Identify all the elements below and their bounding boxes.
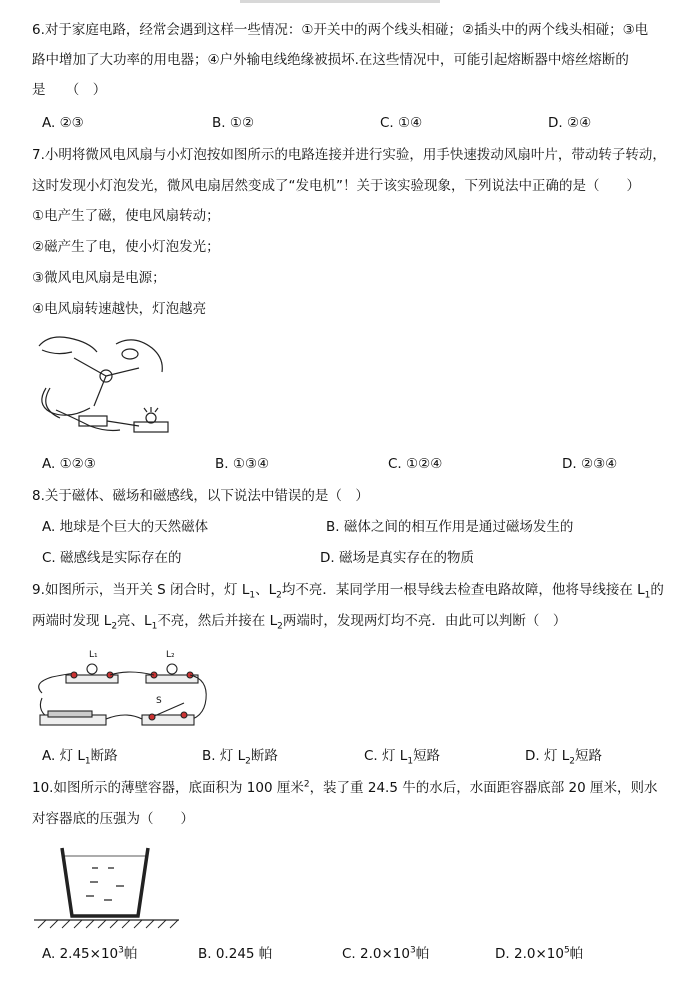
q8-option-b[interactable]: B. 磁体之间的相互作用是通过磁场发生的	[326, 519, 574, 535]
q9-option-d[interactable]	[525, 747, 602, 765]
q9-option-a-post: 断路	[90, 748, 118, 764]
q7-stem-line1: 7.小明将微风电风扇与小灯泡按如图所示的电路连接并进行实验，用手快速拨动风扇叶片，带动转子转动，	[32, 147, 666, 163]
q7-statement-2: ②磁产生了电，使小灯泡发光；	[32, 239, 220, 255]
q6-option-a[interactable]: A. ②③	[42, 115, 84, 131]
q6-option-b[interactable]: B. ①②	[212, 115, 255, 131]
q6-option-d[interactable]: D. ②④	[548, 115, 592, 131]
q7-fan-circuit-figure	[34, 328, 174, 446]
q9-option-b-sub: 2	[245, 756, 251, 767]
q7-statement-3: ③微风电风扇是电源；	[32, 270, 166, 286]
q6-stem-line1: 6.对于家庭电路，经常会遇到这样一些情况：①开关中的两个线头相碰；②插头中的两个线头相碰；③电	[32, 22, 649, 38]
q9-line2-part-c: 不亮，然后并接在 L	[157, 613, 278, 629]
q10-option-a-sup: 3	[118, 945, 124, 956]
q10-stem-line2: 对容器底的压强为（ ）	[32, 811, 194, 827]
q9-sub-2b: 2	[111, 621, 118, 632]
q9-line1-part-c: 均不亮．某同学用一根导线去检查电路故障，他将导线接在 L	[281, 582, 645, 598]
q9-line2-part-b: 亮、L	[117, 613, 152, 629]
q9-sub-2c: 2	[277, 621, 283, 632]
q9-option-a-sub: 1	[84, 756, 91, 767]
q9-line2-part-d: 两端时，发现两灯均不亮．由此可以判断（ ）	[282, 613, 567, 629]
q9-figure-label-l2: L₂	[166, 650, 175, 660]
q10-option-c-sup: 3	[409, 945, 416, 956]
q9-option-d-sub: 2	[569, 756, 576, 767]
q9-line1-part-d: 的	[650, 582, 664, 598]
q9-option-c-sub: 1	[407, 756, 414, 767]
q9-circuit-figure	[34, 643, 214, 733]
q7-stem-line2: 这时发现小灯泡发光，微风电扇居然变成了“发电机”！关于该实验现象，下列说法中正确的是（ ）	[32, 178, 640, 194]
q8-stem: 8.关于磁体、磁场和磁感线，以下说法中错误的是（ ）	[32, 488, 369, 504]
q9-option-c-post: 短路	[413, 748, 441, 764]
q10-option-d-sup: 5	[563, 945, 570, 956]
q7-option-a[interactable]: A. ①②③	[42, 456, 96, 472]
q9-option-b[interactable]	[202, 747, 278, 765]
q9-option-a[interactable]	[42, 747, 118, 765]
q7-option-d[interactable]: D. ②③④	[562, 456, 618, 472]
q10-option-d-post: 帕	[569, 946, 584, 962]
q8-option-d[interactable]: D. 磁场是真实存在的物质	[320, 550, 474, 566]
q7-option-b[interactable]: B. ①③④	[215, 456, 270, 472]
q9-line1-part-b: 、L	[255, 582, 277, 598]
q10-option-c[interactable]	[342, 945, 429, 963]
page-top-edge	[240, 0, 440, 3]
q10-line1-sup: 2	[303, 779, 310, 790]
q10-line1-part-b: ，装了重 24.5 牛的水后，水面距容器底部 20 厘米，则水	[309, 780, 658, 796]
q10-option-c-post: 帕	[415, 946, 430, 962]
q10-option-a[interactable]	[42, 945, 137, 963]
q9-option-d-post: 短路	[575, 748, 603, 764]
q10-option-b-pre: B. 0.245 帕	[198, 946, 273, 962]
q10-option-c-pre: C. 2.0×10	[342, 946, 410, 962]
q9-figure-label-s: S	[156, 696, 162, 706]
q9-sub-1c: 1	[151, 621, 158, 632]
q10-option-d-pre: D. 2.0×10	[495, 946, 564, 962]
q9-option-c-pre: C. 灯 L	[364, 748, 408, 764]
q9-line2-part-a: 两端时发现 L	[32, 613, 112, 629]
q9-figure-label-l1: L₁	[89, 650, 98, 660]
q10-option-a-pre: A. 2.45×10	[42, 946, 119, 962]
q7-statement-1: ①电产生了磁，使电风扇转动；	[32, 208, 220, 224]
q10-option-a-post: 帕	[123, 946, 138, 962]
q9-option-a-pre: A. 灯 L	[42, 748, 85, 764]
q10-option-d[interactable]	[495, 945, 583, 963]
q7-option-c[interactable]: C. ①②④	[388, 456, 443, 472]
q8-option-a[interactable]: A. 地球是个巨大的天然磁体	[42, 519, 209, 535]
q9-option-d-pre: D. 灯 L	[525, 748, 570, 764]
q9-stem-line1	[32, 581, 664, 599]
q10-line1-part-a: 10.如图所示的薄壁容器，底面积为 100 厘米	[32, 780, 304, 796]
q9-option-b-post: 断路	[250, 748, 278, 764]
q9-sub-1: 1	[249, 590, 256, 601]
q6-stem-line2: 路中增加了大功率的用电器；④户外输电线绝缘被损坏.在这些情况中，可能引起熔断器中熔丝熔断的	[32, 52, 629, 68]
q9-sub-2: 2	[276, 590, 282, 601]
q7-statement-4: ④电风扇转速越快，灯泡越亮	[32, 301, 207, 317]
q10-container-figure	[34, 840, 184, 930]
q9-option-c[interactable]	[364, 747, 440, 765]
q10-stem-line1	[32, 779, 657, 797]
q6-stem-line3: 是 （ ）	[32, 82, 107, 98]
q9-sub-1b: 1	[644, 590, 651, 601]
q9-stem-line2	[32, 612, 566, 630]
q10-option-b[interactable]	[198, 945, 272, 963]
q6-option-c[interactable]: C. ①④	[380, 115, 423, 131]
q9-line1-part-a: 9.如图所示，当开关 S 闭合时，灯 L	[32, 582, 250, 598]
q9-option-b-pre: B. 灯 L	[202, 748, 246, 764]
q8-option-c[interactable]: C. 磁感线是实际存在的	[42, 550, 182, 566]
